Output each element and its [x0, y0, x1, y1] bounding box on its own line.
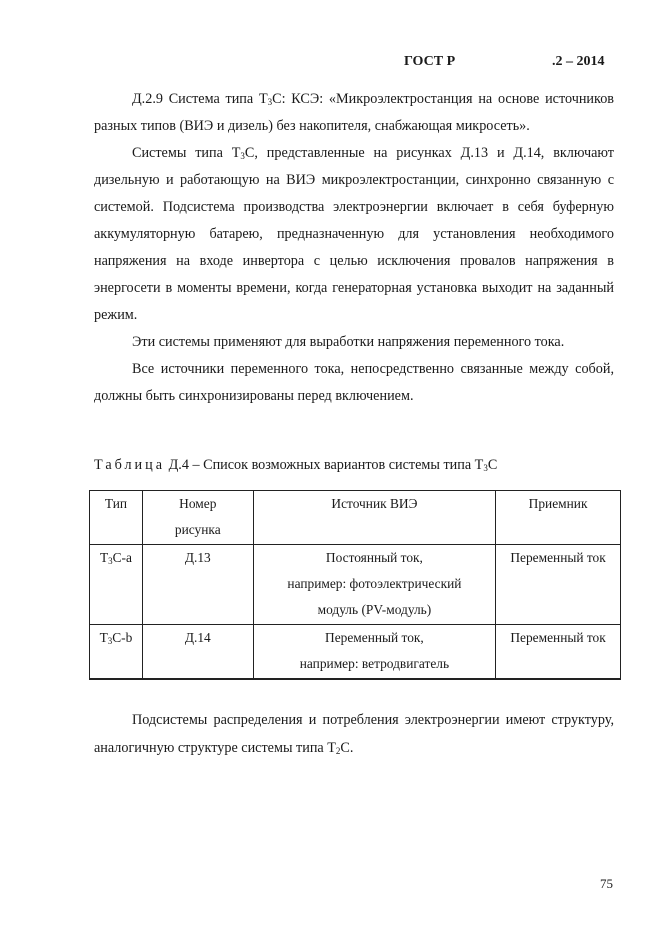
page-header — [0, 54, 661, 74]
cell-receiver: Переменный ток — [496, 625, 621, 680]
cell-figure: Д.13 — [142, 545, 253, 625]
body-text-top — [94, 86, 614, 410]
header-receiver: Приемник — [496, 491, 621, 545]
paragraph-systems-t3c: Системы типа $Т_3С$, представленные на рисунках Д.13 и Д.14, включают дизельную и работающую на ВИЭ микроэлектростанции, синхронно связанную с системой. Подсистема производства электроэнергии включает в себя буферную аккумуляторную батарею, предназначенную для установления необходимого напряжения на входе инвертора с целью исключения провалов напряжения в энергосети в моменты времени, когда генераторная установка выходит на заданный режим. — [94, 145, 614, 323]
body-text-bottom — [94, 706, 614, 762]
cell-type: $Т_3С-а$ — [90, 545, 143, 625]
paragraph-sync: Все источники переменного тока, непосредственно связанные между собой, должны быть синхронизированы перед включением. — [94, 361, 614, 404]
page-number: 75 — [600, 876, 613, 891]
paragraph-d29: Д.2.9 Система типа $Т_3С$: КСЭ: «Микроэлектростанция на основе источников разных типов (ВИЭ и дизель) без накопителя, снабжающая микросеть». — [94, 91, 614, 134]
header-type: Тип — [90, 491, 143, 545]
cell-source: Переменный ток, например: ветродвигатель — [253, 625, 495, 680]
table-row — [90, 545, 621, 625]
cell-figure: Д.14 — [142, 625, 253, 680]
table-caption-label: Таблица — [94, 457, 166, 473]
table-row — [90, 625, 621, 680]
cell-type: $Т_3С-b$ — [90, 625, 143, 680]
header-source: Источник ВИЭ — [253, 491, 495, 545]
variants-table — [89, 490, 621, 680]
cell-source: Постоянный ток, например: фотоэлектрический модуль (PV-модуль) — [253, 545, 495, 625]
paragraph-usage: Эти системы применяют для выработки напряжения переменного тока. — [132, 334, 565, 350]
cell-receiver: Переменный ток — [496, 545, 621, 625]
table-header-row — [90, 491, 621, 545]
header-figure: Номер рисунка — [142, 491, 253, 545]
standard-label: ГОСТ Р — [404, 54, 456, 69]
standard-number: .2 – 2014 — [552, 54, 605, 69]
paragraph-subsystems: Подсистемы распределения и потребления электроэнергии имеют структуру, аналогичную структуре системы типа $Т_2С$. — [94, 712, 614, 756]
table-caption: Таблица Д.4 – Список возможных вариантов системы типа $Т_3С$ — [94, 457, 498, 473]
